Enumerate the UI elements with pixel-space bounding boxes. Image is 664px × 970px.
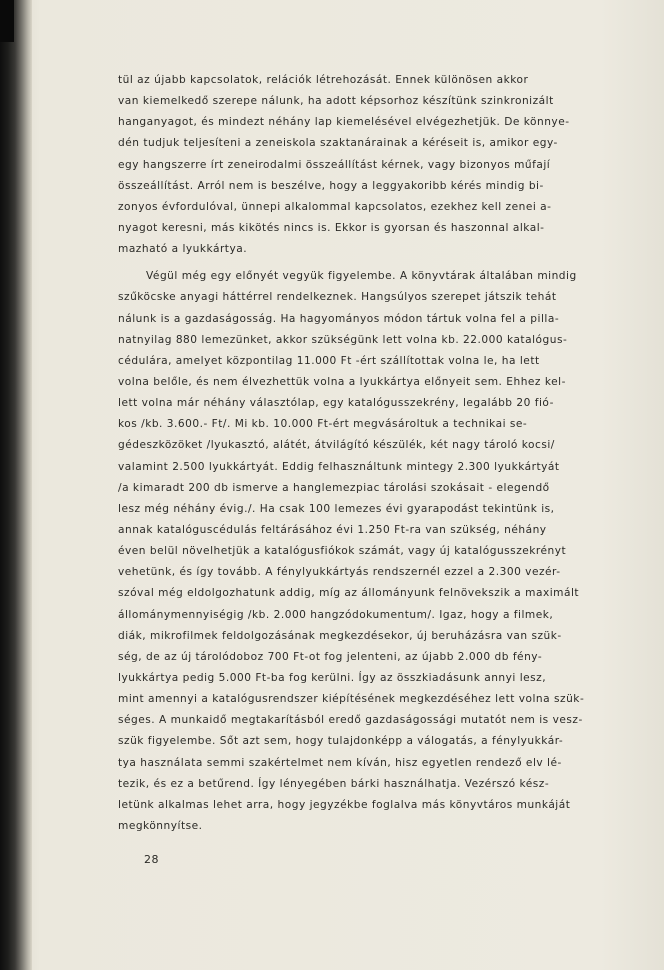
- text-line: gédeszközöket /lyukasztó, alátét, átvilágító készülék, két nagy tároló kocsi/: [118, 439, 555, 452]
- text-line: letünk alkalmas lehet arra, hogy jegyzékbe foglalva más könyvtáros munkáját: [118, 798, 571, 811]
- text-line: egy hangszerre írt zeneirodalmi összeállítást kérnek, vagy bizonyos műfají: [118, 158, 551, 171]
- text-line: éven belül növelhetjük a katalógusfiókok számát, vagy új katalógusszekrényt: [118, 545, 567, 558]
- text-line: natnyilag 880 lemezünket, akkor szükségünk lett volna kb. 22.000 katalógus-: [118, 333, 568, 346]
- text-line: mazható a lyukkártya.: [118, 243, 248, 256]
- text-line: szük figyelembe. Sőt azt sem, hogy tulajdonképp a válogatás, a fénylyukkár-: [118, 735, 564, 748]
- text-line: vehetünk, és így tovább. A fénylyukkártyás rendszernél ezzel a 2.300 vezér-: [118, 566, 561, 579]
- text-line: lesz még néhány évig./. Ha csak 100 lemezes évi gyarapodást tekintünk is,: [118, 502, 555, 515]
- text-line: szóval még eldolgozhatunk addig, míg az állományunk felnövekszik a maximált: [118, 587, 580, 600]
- text-line: tül az újabb kapcsolatok, relációk létrehozását. Ennek különösen akkor: [118, 74, 529, 86]
- text-line: kos /kb. 3.600.- Ft/. Mi kb. 10.000 Ft-ért megvásároltuk a technikai se-: [118, 418, 528, 431]
- paragraph-2: [118, 266, 623, 837]
- text-line: annak katalóguscédulás feltárásához évi 1.250 Ft-ra van szükség, néhány: [118, 523, 547, 536]
- text-line: dén tudjuk teljesíteni a zeneiskola szaktanárainak a kéréseit is, amikor egy-: [118, 137, 558, 150]
- body-text: [118, 70, 623, 837]
- text-line: volna belőle, és nem élvezhettük volna a lyukkártya előnyeit sem. Ehhez kel-: [118, 375, 566, 388]
- text-line: tya használata semmi szakértelmet nem kíván, hisz egyetlen rendező elv lé-: [118, 756, 562, 769]
- text-line: ség, de az új tárolódoboz 700 Ft-ot fog jelenteni, az újabb 2.000 db fény-: [118, 650, 543, 663]
- text-line: nyagot keresni, más kikötés nincs is. Ekkor is gyorsan és haszonnal alkal-: [118, 221, 545, 234]
- text-line: összeállítást. Arról nem is beszélve, hogy a leggyakoribb kérés mindig bi-: [118, 179, 544, 192]
- text-line: nálunk is a gazdaságosság. Ha hagyományos módon tártuk volna fel a pilla-: [118, 312, 560, 325]
- text-line: séges. A munkaidő megtakarításból eredő gazdaságossági mutatót nem is vesz-: [118, 714, 583, 727]
- page-number: 28: [144, 853, 159, 866]
- text-line: lett volna már néhány választólap, egy katalógusszekrény, legalább 20 fió-: [118, 397, 554, 410]
- text-line: cédulára, amelyet központilag 11.000 Ft -ért szállítottak volna le, ha lett: [118, 354, 540, 367]
- text-line: szűköcske anyagi háttérrel rendelkeznek. Hangsúlyos szerepet játszik tehát: [118, 291, 557, 304]
- text-line: lyukkártya pedig 5.000 Ft-ba fog kerülni. Így az összkiadásunk annyi lesz,: [118, 671, 547, 684]
- text-line: mint amennyi a katalógusrendszer kiépítésének megkezdéséhez lett volna szük-: [118, 693, 585, 706]
- book-binding-shadow: [0, 0, 32, 970]
- text-line: diák, mikrofilmek feldolgozásának megkezdésekor, új beruházásra van szük-: [118, 629, 562, 642]
- text-line: állománymennyiségig /kb. 2.000 hangzódokumentum/. Igaz, hogy a filmek,: [118, 608, 554, 621]
- paragraph-1: [118, 70, 623, 260]
- text-line: zonyos évfordulóval, ünnepi alkalommal kapcsolatos, ezekhez kell zenei a-: [118, 200, 552, 213]
- text-line: Végül még egy előnyét vegyük figyelembe. A könyvtárak általában mindig: [146, 270, 577, 283]
- text-line: hanganyagot, és mindezt néhány lap kiemelésével elvégezhetjük. De könnye-: [118, 116, 570, 129]
- text-line: valamint 2.500 lyukkártyát. Eddig felhasználtunk mintegy 2.300 lyukkártyát: [118, 460, 560, 473]
- text-line: tezik, és ez a betűrend. Így lényegében bárki használhatja. Vezérszó kész-: [118, 777, 550, 790]
- text-line: van kiemelkedő szerepe nálunk, ha adott képsorhoz készítünk szinkronizált: [118, 95, 554, 108]
- text-line: megkönnyítse.: [118, 819, 203, 832]
- text-line: /a kimaradt 200 db ismerve a hanglemezpiac tárolási szokásait - elegendő: [118, 481, 550, 494]
